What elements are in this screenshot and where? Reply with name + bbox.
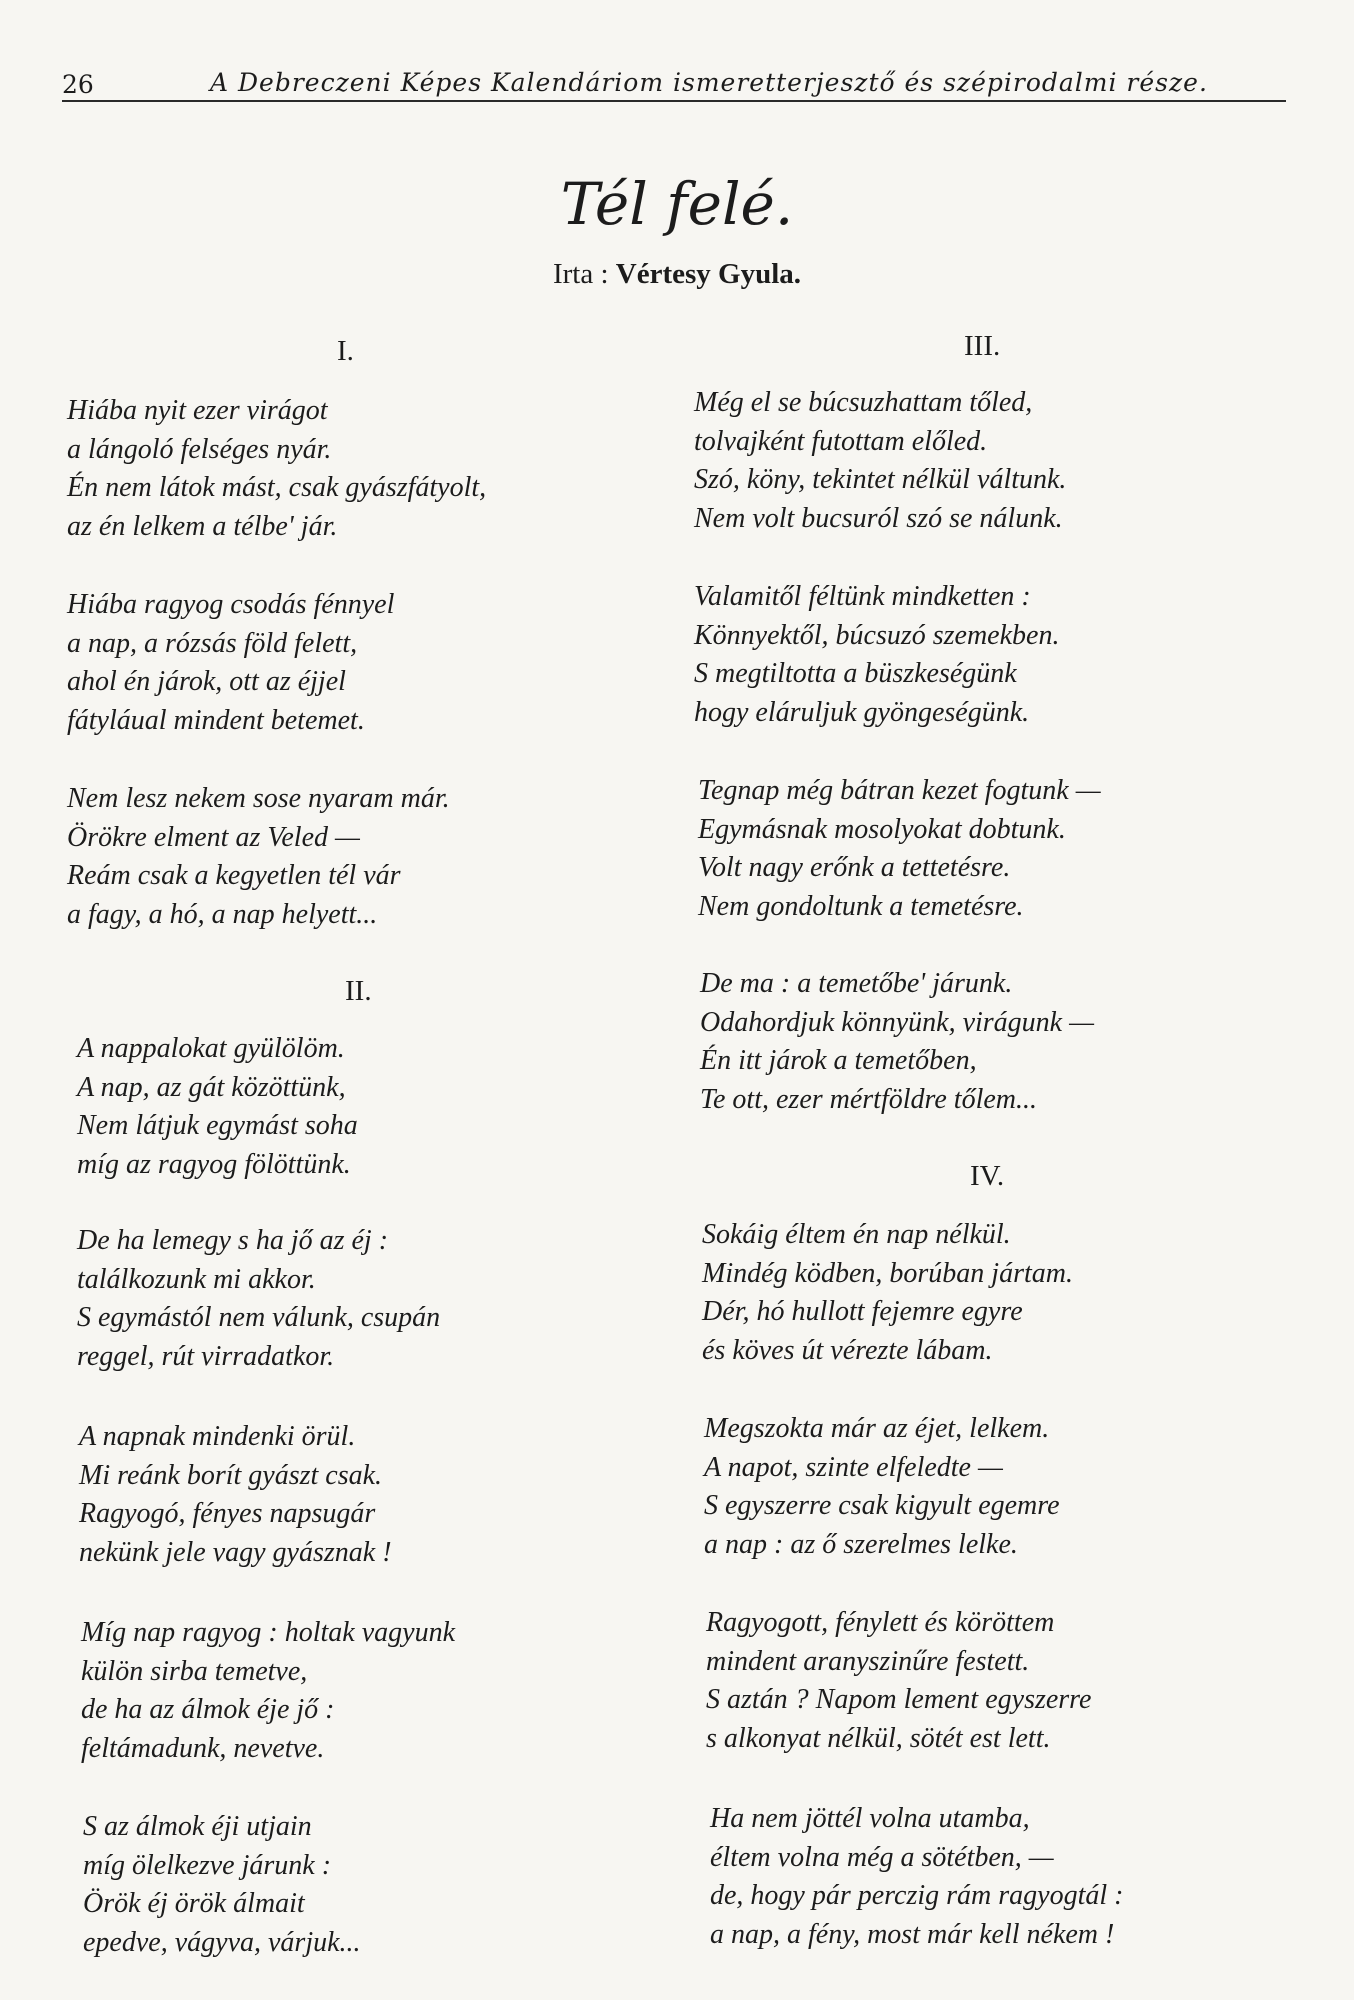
part-heading-i: I. bbox=[337, 335, 354, 367]
poem-line: feltámadunk, nevetve. bbox=[81, 1732, 325, 1764]
poem-line: mindent aranyszinűre festett. bbox=[706, 1645, 1030, 1677]
part-heading-iii: III. bbox=[964, 330, 1001, 362]
part-heading-iv: IV. bbox=[970, 1160, 1005, 1192]
stanza bbox=[698, 772, 1298, 926]
poem-line: A napot, szinte elfeledte — bbox=[704, 1451, 1003, 1483]
poem-line: S egyszerre csak kigyult egemre bbox=[704, 1490, 1060, 1521]
poem-line: Örökre elment az Veled — bbox=[67, 821, 360, 853]
stanza bbox=[67, 586, 667, 740]
poem-line: S megtiltotta a büszkeségünk bbox=[694, 658, 1017, 689]
poem-line: külön sirba temetve, bbox=[81, 1655, 308, 1687]
poem-line: a nap, a fény, most már kell nékem ! bbox=[710, 1918, 1115, 1950]
poem-line: Nem volt bucsuról szó se nálunk. bbox=[694, 502, 1063, 534]
poem-line: Megszokta már az éjet, lelkem. bbox=[704, 1413, 1050, 1444]
poem-line: Odahordjuk könnyünk, virágunk — bbox=[700, 1006, 1094, 1038]
poem-line: Ha nem jöttél volna utamba, bbox=[710, 1803, 1030, 1834]
poem-line: Nem lesz nekem sose nyaram már. bbox=[67, 783, 450, 814]
poem-line: Tegnap még bátran kezet fogtunk — bbox=[698, 775, 1101, 806]
poem-line: Mindég ködben, borúban jártam. bbox=[702, 1257, 1073, 1289]
poem-line: Dér, hó hullott fejemre egyre bbox=[702, 1296, 1023, 1327]
page-number: 26 bbox=[62, 70, 94, 99]
poem-line: fátyláual mindent betemet. bbox=[67, 704, 365, 736]
poem-line: s alkonyat nélkül, sötét est lett. bbox=[706, 1722, 1051, 1754]
stanza bbox=[702, 1216, 1302, 1370]
poem-line: míg ölelkezve járunk : bbox=[83, 1849, 332, 1881]
poem-line: Ragyogott, fénylett és köröttem bbox=[706, 1607, 1055, 1638]
byline-prefix: Irta : bbox=[552, 258, 609, 290]
stanza bbox=[700, 965, 1300, 1119]
poem-line: a lángoló felséges nyár. bbox=[67, 433, 332, 465]
poem-line: tolvajként futottam előled. bbox=[694, 425, 988, 457]
stanza bbox=[710, 1800, 1310, 1954]
stanza bbox=[694, 578, 1294, 732]
poem-line: de ha az álmok éje jő : bbox=[81, 1694, 335, 1725]
poem-line: ahol én járok, ott az éjjel bbox=[67, 666, 346, 697]
poem-title: Tél felé. bbox=[560, 170, 794, 238]
poem-line: Örök éj örök álmait bbox=[83, 1888, 305, 1919]
poem-line: és köves út vérezte lábam. bbox=[702, 1334, 993, 1366]
poem-line: A nappalokat gyülölöm. bbox=[77, 1033, 345, 1064]
poem-line: hogy eláruljuk gyöngeségünk. bbox=[694, 696, 1030, 728]
poem-line: reggel, rút virradatkor. bbox=[77, 1340, 335, 1372]
poem-line: S az álmok éji utjain bbox=[83, 1811, 312, 1842]
poem-line: epedve, vágyva, várjuk... bbox=[83, 1926, 361, 1958]
poem-byline bbox=[0, 258, 1354, 291]
poem-line: Könnyektől, búcsuzó szemekben. bbox=[694, 619, 1060, 651]
poem-line: Még el se búcsuzhattam tőled, bbox=[694, 387, 1033, 418]
poem-line: az én lelkem a télbe' jár. bbox=[67, 510, 338, 542]
poem-line: De ha lemegy s ha jő az éj : bbox=[77, 1225, 389, 1256]
poem-line: Míg nap ragyog : holtak vagyunk bbox=[81, 1617, 456, 1648]
poem-line: Sokáig éltem én nap nélkül. bbox=[702, 1219, 1011, 1250]
poem-line: találkozunk mi akkor. bbox=[77, 1263, 316, 1295]
poem-line: Te ott, ezer mértföldre tőlem... bbox=[700, 1083, 1038, 1115]
poem-line: Én nem látok mást, csak gyászfátyolt, bbox=[67, 472, 487, 503]
running-head: A Debreczeni Képes Kalendáriom ismeretterjesztő és szépirodalmi része. bbox=[210, 68, 1208, 97]
poem-line: Valamitől féltünk mindketten : bbox=[694, 581, 1031, 612]
running-header bbox=[62, 58, 1286, 102]
part-heading-ii: II. bbox=[345, 975, 372, 1007]
poem-line: a nap : az ő szerelmes lelke. bbox=[704, 1528, 1018, 1560]
poem-line: Szó, köny, tekintet nélkül váltunk. bbox=[694, 464, 1067, 495]
poem-line: de, hogy pár perczig rám ragyogtál : bbox=[710, 1880, 1124, 1911]
poem-line: Mi reánk borít gyászt csak. bbox=[79, 1459, 383, 1491]
poem-line: A nap, az gát közöttünk, bbox=[77, 1071, 346, 1103]
poem-line: a nap, a rózsás föld felett, bbox=[67, 627, 358, 659]
poem-line: míg az ragyog fölöttünk. bbox=[77, 1148, 351, 1180]
poem-line: éltem volna még a sötétben, — bbox=[710, 1841, 1054, 1873]
poem-line: Nem gondoltunk a temetésre. bbox=[698, 890, 1024, 922]
poem-line: Reám csak a kegyetlen tél vár bbox=[67, 860, 401, 891]
stanza bbox=[694, 384, 1294, 538]
poem-line: Egymásnak mosolyokat dobtunk. bbox=[698, 813, 1066, 845]
stanza bbox=[81, 1614, 681, 1768]
poem-line: Volt nagy erőnk a tettetésre. bbox=[698, 852, 1011, 883]
poem-line: De ma : a temetőbe' járunk. bbox=[700, 968, 1013, 999]
author-name: Vértesy Gyula. bbox=[615, 258, 802, 290]
stanza bbox=[706, 1604, 1306, 1758]
stanza bbox=[67, 780, 667, 934]
poem-line: S egymástól nem válunk, csupán bbox=[77, 1302, 441, 1333]
poem-line: a fagy, a hó, a nap helyett... bbox=[67, 898, 378, 930]
poem-line: Ragyogó, fényes napsugár bbox=[79, 1498, 376, 1529]
poem-line: Hiába ragyog csodás fénnyel bbox=[67, 589, 395, 620]
poem-line: Én itt járok a temetőben, bbox=[700, 1045, 977, 1076]
stanza bbox=[704, 1410, 1304, 1564]
stanza bbox=[77, 1030, 677, 1184]
poem-line: S aztán ? Napom lement egyszerre bbox=[706, 1684, 1092, 1715]
stanza bbox=[79, 1418, 679, 1572]
stanza bbox=[77, 1222, 677, 1376]
stanza bbox=[83, 1808, 683, 1962]
poem-line: Hiába nyit ezer virágot bbox=[67, 395, 328, 426]
poem-line: Nem látjuk egymást soha bbox=[77, 1110, 358, 1141]
stanza bbox=[67, 392, 667, 546]
poem-line: A napnak mindenki örül. bbox=[79, 1421, 356, 1452]
poem-line: nekünk jele vagy gyásznak ! bbox=[79, 1536, 392, 1568]
